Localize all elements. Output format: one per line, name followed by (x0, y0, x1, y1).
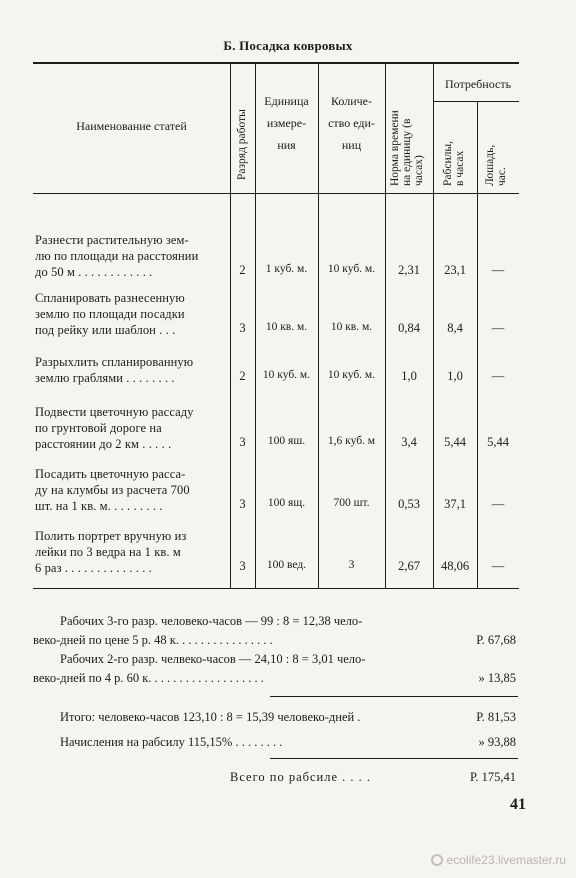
summary-rule-2 (270, 758, 518, 759)
header-unit-line: ния (277, 138, 296, 152)
row-name-line: Полить портрет вручную из (35, 529, 187, 543)
section-title: Б. Посадка ковровых (223, 38, 353, 53)
summary-line1-value: Р. 67,68 (476, 633, 516, 647)
row-name-line: Спланировать разнесенную (35, 291, 185, 305)
header-norm-line: на единицу (в (401, 118, 413, 186)
cell-horses: — (491, 369, 505, 383)
header-unit-line: измере- (266, 116, 307, 130)
summary-charges-value: » 93,88 (478, 735, 516, 749)
cell-norm: 0,84 (398, 321, 420, 335)
table-bottom-rule (33, 588, 519, 589)
row-name (35, 466, 227, 514)
summary-total-value: Р. 81,53 (476, 710, 516, 724)
cell-norm: 2,67 (398, 559, 420, 573)
row-name-line: расстоянии до 2 км . . . . . (35, 437, 172, 451)
cell-unit: 10 кв. м. (265, 321, 308, 333)
need-subheader-rule (433, 101, 519, 102)
row-name (35, 232, 227, 280)
cell-norm: 2,31 (398, 263, 420, 277)
header-qty-line: ство еди- (328, 116, 375, 130)
cell-qty: 10 куб. м. (327, 263, 376, 275)
header-norm (389, 110, 425, 186)
header-unit (255, 90, 318, 156)
row-name (35, 290, 227, 338)
table-top-rule (33, 62, 519, 64)
cell-qty: 700 шт. (333, 497, 370, 509)
cell-horses: — (491, 321, 505, 335)
row-name-line: землю по площади посадки (35, 307, 185, 321)
cell-norm: 0,53 (398, 497, 420, 511)
row-name-line: по грунтовой дороге на (35, 421, 162, 435)
cell-grade: 3 (239, 497, 246, 511)
summary-line2-value: » 13,85 (478, 671, 516, 685)
cell-workers: 37,1 (444, 497, 466, 511)
cell-qty: 10 куб. м. (327, 369, 376, 381)
summary-grand-text: Всего по рабсиле . . . . (230, 770, 372, 784)
summary-charges-text: Начисления на рабсилу 115,15% . . . . . . . . (60, 735, 283, 749)
row-name-line: шт. на 1 кв. м. . . . . . . . . (35, 499, 163, 513)
summary-line2b: веко-дней по 4 р. 60 к. . . . . . . . . . . . . . . . . . . (33, 671, 264, 685)
cell-horses: — (491, 559, 505, 573)
cell-workers: 5,44 (444, 435, 466, 449)
summary-grand-value: Р. 175,41 (469, 770, 516, 784)
cell-qty: 3 (348, 559, 355, 571)
header-name: Наименование статей (76, 119, 187, 133)
cell-grade: 2 (239, 369, 246, 383)
cell-horses: 5,44 (487, 435, 509, 449)
watermark-text: ecolife23.livemaster.ru (446, 853, 566, 867)
header-grade: Разряд работы (236, 109, 248, 180)
cell-grade: 3 (239, 435, 246, 449)
row-name-line: Посадить цветочную расса- (35, 467, 186, 481)
row-name (35, 528, 227, 576)
cell-unit: 10 куб. м. (262, 369, 311, 381)
row-name-line: Подвести цветочную рассаду (35, 405, 194, 419)
header-need: Потребность (444, 77, 512, 91)
cell-unit: 100 ящ. (267, 497, 306, 509)
cell-unit: 100 вед. (266, 559, 307, 571)
row-name (35, 404, 227, 452)
cell-workers: 48,06 (440, 559, 470, 573)
cell-workers: 1,0 (447, 369, 463, 383)
summary-line1a: Рабочих 3-го разр. человеко-часов — 99 : 8 = 12,38 чело- (60, 614, 363, 628)
cell-unit: 1 куб. м. (265, 263, 308, 275)
summary-line2a: Рабочих 2-го разр. челвеко-часов — 24,10 : 8 = 3,01 чело- (60, 652, 366, 666)
row-name-line: до 50 м . . . . . . . . . . . . (35, 265, 153, 279)
cell-grade: 3 (239, 321, 246, 335)
cell-qty: 10 кв. м. (330, 321, 373, 333)
header-horses (484, 145, 508, 186)
row-name-line: 6 раз . . . . . . . . . . . . . . (35, 561, 152, 575)
cell-norm: 3,4 (401, 435, 417, 449)
header-qty-line: Количе- (330, 94, 372, 108)
summary-total-text: Итого: человеко-часов 123,10 : 8 = 15,39 человеко-дней . (60, 710, 361, 724)
header-norm-line: Норма времени (389, 110, 401, 186)
cell-grade: 2 (239, 263, 246, 277)
header-workers-line: Рабсилы, (442, 141, 454, 186)
row-name-line: лейки по 3 ведра на 1 кв. м (35, 545, 181, 559)
header-unit-line: Единица (264, 94, 309, 108)
row-name-line: под рейку или шаблон . . . (35, 323, 176, 337)
header-qty (318, 90, 385, 156)
cell-workers: 8,4 (447, 321, 463, 335)
watermark (431, 853, 566, 867)
header-horses-line: Лошадь, (484, 144, 496, 186)
cell-unit: 100 яш. (267, 435, 306, 447)
row-name-line: землю граблями . . . . . . . . (35, 371, 175, 385)
row-name-line: ду на клумбы из расчета 700 (35, 483, 190, 497)
row-name-line: Разнести растительную зем- (35, 233, 189, 247)
cell-workers: 23,1 (444, 263, 466, 277)
page-number: 41 (510, 796, 526, 813)
row-name-line: Разрыхлить спланированную (35, 355, 194, 369)
cell-horses: — (491, 263, 505, 277)
header-workers-line: в часах (454, 150, 466, 186)
header-workers (442, 141, 466, 186)
row-name (35, 354, 227, 386)
table-header-rule (33, 193, 519, 194)
cell-horses: — (491, 497, 505, 511)
summary-line1b: веко-дней по цене 5 р. 48 к. . . . . . . . . . . . . . . . (33, 633, 273, 647)
header-qty-line: ниц (341, 138, 362, 152)
cell-qty: 1,6 куб. м (327, 435, 376, 447)
header-horses-line: час. (496, 167, 508, 186)
gear-icon (431, 854, 443, 866)
col-divider-workers (477, 101, 478, 588)
cell-grade: 3 (239, 559, 246, 573)
row-name-line: лю по площади на расстоянии (35, 249, 199, 263)
summary-rule-1 (270, 696, 518, 697)
cell-norm: 1,0 (401, 369, 417, 383)
header-norm-line: часах) (413, 155, 425, 186)
